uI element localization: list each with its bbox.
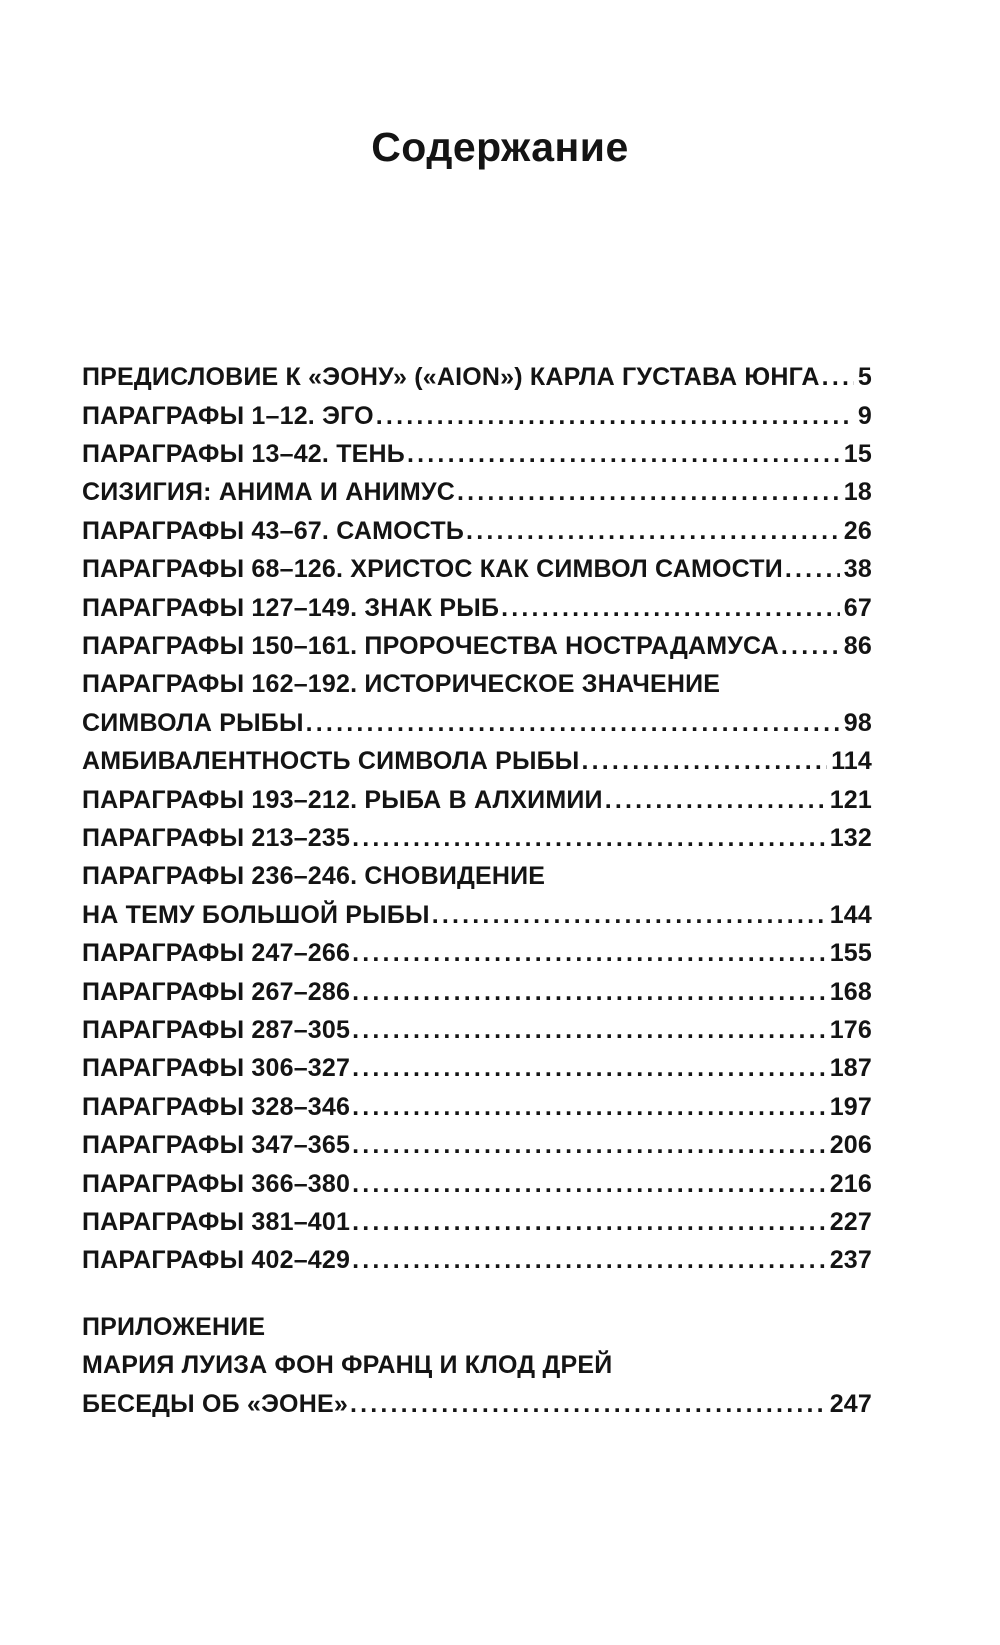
dot-leader [352,1126,826,1164]
toc-entry [82,1088,872,1126]
toc-entry-label: ПАРАГРАФЫ 127–149. ЗНАК РЫБ [82,593,500,622]
toc-entry-page: 9 [857,401,872,430]
toc-entry-label: ПАРАГРАФЫ 150–161. ПРОРОЧЕСТВА НОСТРАДАМУСА [82,631,779,660]
toc-entry-label: АМБИВАЛЕНТНОСТЬ СИМВОЛА РЫБЫ [82,747,580,776]
toc-entry [82,1308,872,1346]
toc-entry-label: ПАРАГРАФЫ 402–429 [82,1246,351,1275]
toc-entry-label: ПАРАГРАФЫ 287–305 [82,1016,351,1044]
toc-entry [82,1346,872,1384]
table-of-contents [82,358,872,1423]
toc-entry-label: ПАРАГРАФЫ 43–67. САМОСТЬ [82,516,465,545]
toc-entry [82,857,872,895]
toc-entry-page: 15 [843,439,872,468]
toc-entry-label: СИМВОЛА РЫБЫ [82,708,304,737]
dot-leader [407,435,840,473]
toc-entry-label: ПАРАГРАФЫ 236–246. СНОВИДЕНИЕ [82,862,546,891]
toc-entry [82,1049,872,1087]
dot-leader [352,1049,826,1087]
toc-entry-page: 227 [829,1208,872,1237]
toc-entry-label: ПАРАГРАФЫ 193–212. РЫБА В АЛХИМИИ [82,785,603,814]
dot-leader [822,358,854,396]
toc-entry [82,934,872,972]
dot-leader [376,397,854,435]
dot-leader [466,512,840,550]
toc-entry-label: ПАРАГРАФЫ 267–286 [82,977,351,1006]
toc-entry [82,1203,872,1241]
dot-leader [432,896,826,934]
dot-leader [352,973,826,1011]
toc-entry-page: 144 [829,900,872,929]
toc-entry-label: НА ТЕМУ БОЛЬШОЙ РЫБЫ [82,900,430,929]
toc-entry-page: 187 [829,1054,872,1083]
toc-entry [82,512,872,550]
toc-entry-page: 121 [829,785,872,814]
dot-leader [350,1385,826,1423]
toc-entry-page: 132 [829,823,872,852]
toc-entry-page: 206 [829,1131,872,1160]
dot-leader [352,1165,826,1203]
toc-entry-page: 98 [843,708,872,737]
toc-entry-label: СИЗИГИЯ: АНИМА И АНИМУС [82,478,455,507]
toc-entry-page: 86 [843,631,872,660]
toc-entry-label: ПАРАГРАФЫ 1–12. ЭГО [82,401,374,430]
page-title: Содержание [371,124,629,170]
toc-entry-label: ПАРАГРАФЫ 306–327 [82,1054,351,1083]
toc-entry-label: ПРЕДИСЛОВИЕ К «ЭОНУ» («AION») КАРЛА ГУСТАВА ЮНГА [82,363,820,392]
toc-entry-label: ПАРАГРАФЫ 162–192. ИСТОРИЧЕСКОЕ ЗНАЧЕНИЕ [82,670,721,699]
toc-entry-label: ПАРАГРАФЫ 347–365 [82,1131,351,1160]
dot-leader [306,704,840,742]
toc-entry [82,1165,872,1203]
dot-leader [785,550,840,588]
toc-entry [82,781,872,819]
dot-leader [781,627,840,665]
toc-entry-label: ПАРАГРАФЫ 13–42. ТЕНЬ [82,439,405,468]
toc-entry-page: 38 [843,555,872,584]
toc-entry-label: МАРИЯ ЛУИЗА ФОН ФРАНЦ И КЛОД ДРЕЙ [82,1351,613,1380]
toc-entry-page: 5 [857,363,872,392]
toc-entry-page: 237 [829,1246,872,1275]
toc-entry-label: ПАРАГРАФЫ 68–126. ХРИСТОС КАК СИМВОЛ САМОСТИ [82,555,783,584]
dot-leader [457,473,840,511]
toc-entry [82,704,872,742]
toc-entry-page: 114 [831,747,872,776]
toc-entry [82,1126,872,1164]
toc-entry-label: ПАРАГРАФЫ 366–380 [82,1169,351,1198]
dot-leader [352,819,826,857]
toc-entry-page: 247 [829,1389,872,1418]
toc-entry-page: 18 [843,478,872,507]
toc-entry-page: 67 [843,593,872,622]
toc-entry-page: 197 [829,1092,872,1121]
toc-entry [82,627,872,665]
toc-entry-page: 168 [829,977,872,1006]
toc-entry [82,358,872,396]
dot-leader [352,934,826,972]
toc-entry [82,435,872,473]
dot-leader [605,781,826,819]
dot-leader [352,1088,826,1126]
toc-entry-label: ПАРАГРАФЫ 381–401 [82,1208,351,1237]
toc-entry-label: ПРИЛОЖЕНИЕ [82,1312,266,1341]
toc-entry-page: 176 [829,1016,872,1044]
toc-entry-page: 26 [843,516,872,545]
toc-entry [82,896,872,934]
toc-entry-label: ПАРАГРАФЫ 213–235 [82,823,351,852]
toc-entry-label: ПАРАГРАФЫ 247–266 [82,939,351,968]
toc-entry [82,473,872,511]
toc-entry [82,397,872,435]
toc-entry-label: БЕСЕДЫ ОБ «ЭОНЕ» [82,1389,348,1418]
toc-entry [82,665,872,703]
dot-leader [352,1241,826,1279]
toc-entry [82,973,872,1011]
toc-entry [82,742,872,780]
toc-entry [82,1011,872,1049]
toc-entry [82,819,872,857]
dot-leader [352,1203,826,1241]
toc-entry [82,1241,872,1279]
dot-leader [352,1011,826,1049]
toc-entry-page: 216 [829,1169,872,1198]
dot-leader [501,589,840,627]
toc-entry [82,1385,872,1423]
toc-entry [82,589,872,627]
toc-entry-page: 155 [829,939,872,968]
toc-entry-label: ПАРАГРАФЫ 328–346 [82,1092,351,1121]
dot-leader [581,742,827,780]
toc-entry [82,550,872,588]
